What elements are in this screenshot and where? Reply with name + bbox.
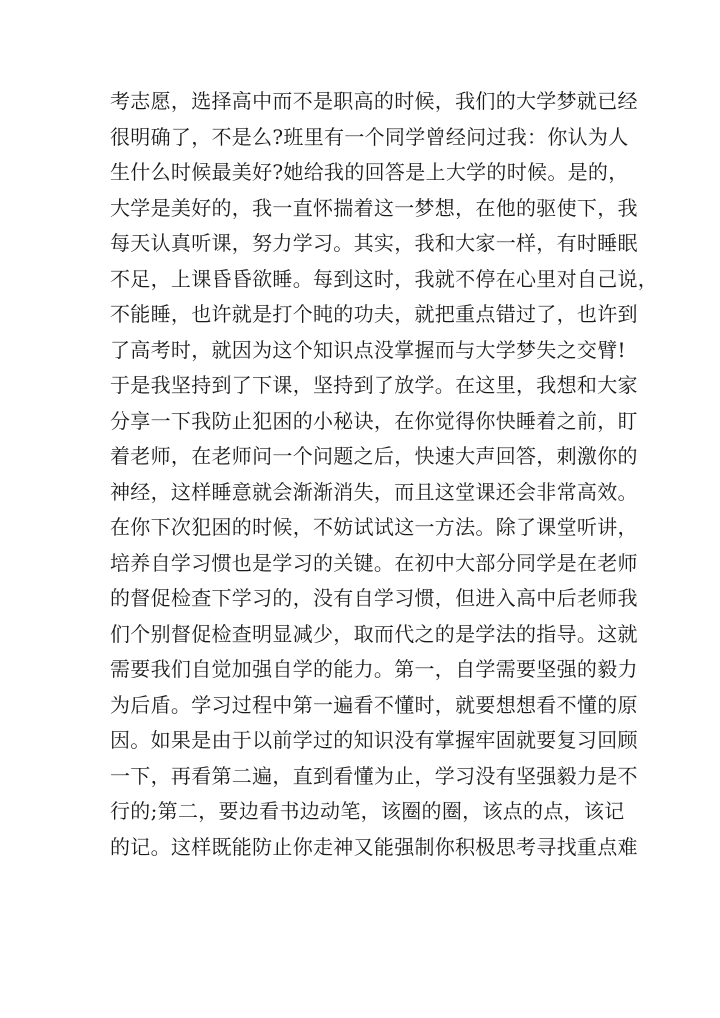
text-line: 分享一下我防止犯困的小秘诀，在你觉得你快睡着之前，盯 — [110, 408, 638, 433]
text-line: 不足，上课昏昏欲睡。每到这时，我就不停在心里对自己说， — [110, 266, 659, 291]
text-line: 考志愿，选择高中而不是职高的时候，我们的大学梦就已经 — [110, 89, 638, 113]
text-line: 于是我坚持到了下课，坚持到了放学。在这里，我想和大家 — [110, 373, 638, 397]
text-line: 神经，这样睡意就会渐渐消失，而且这堂课还会非常高效。 — [110, 479, 638, 504]
text-line: 的记。这样既能防止你走神又能强制你积极思考寻找重点难 — [110, 834, 638, 859]
text-line: 在你下次犯困的时候，不妨试试这一方法。除了课堂听讲， — [110, 515, 638, 539]
text-line: 着老师，在老师问一个问题之后，快速大声回答，刺激你的 — [110, 444, 638, 468]
text-line: 需要我们自觉加强自学的能力。第一，自学需要坚强的毅力 — [110, 657, 638, 681]
text-line: 的督促检查下学习的，没有自学习惯，但进入高中后老师我 — [110, 586, 638, 610]
text-line: 们个别督促检查明显减少，取而代之的是学法的指导。这就 — [110, 621, 638, 646]
text-line: 一下，再看第二遍，直到看懂为止，学习没有坚强毅力是不 — [110, 763, 638, 788]
text-line: 生什么时候最美好?她给我的回答是上大学的时候。是的， — [110, 160, 629, 184]
text-line: 因。如果是由于以前学过的知识没有掌握牢固就要复习回顾 — [110, 728, 638, 752]
text-line: 不能睡，也许就是打个盹的功夫，就把重点错过了，也许到 — [110, 302, 638, 326]
text-line: 为后盾。学习过程中第一遍看不懂时，就要想想看不懂的原 — [110, 692, 638, 717]
text-line: 每天认真听课，努力学习。其实，我和大家一样，有时睡眠 — [110, 231, 638, 255]
text-line: 行的;第二，要边看书边动笔，该圈的圈，该点的点，该记 — [110, 799, 625, 823]
text-line: 了高考时，就因为这个知识点没掌握而与大学梦失之交臂! — [110, 337, 626, 362]
body-text — [110, 84, 659, 865]
text-line: 大学是美好的，我一直怀揣着这一梦想，在他的驱使下，我 — [110, 195, 638, 220]
text-line: 很明确了，不是么?班里有一个同学曾经问过我：你认为人 — [110, 124, 629, 149]
text-line: 培养自学习惯也是学习的关键。在初中大部分同学是在老师 — [110, 550, 638, 575]
